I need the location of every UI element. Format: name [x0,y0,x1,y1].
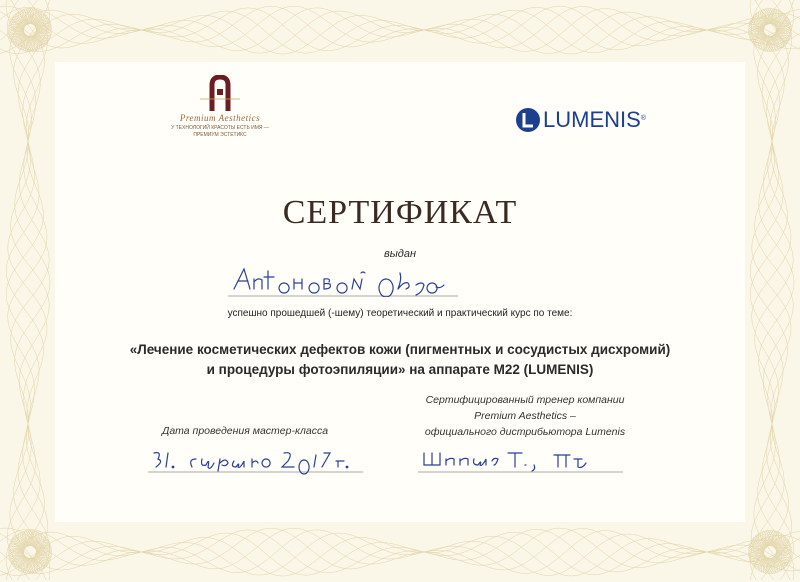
premium-aesthetics-tagline [160,125,280,139]
premium-aesthetics-mark-icon [200,75,240,113]
lumenis-registered-mark: ® [640,115,646,122]
date-label: Дата проведения мастер-класса [161,425,329,437]
course-title-line-1: «Лечение косметических дефектов кожи (пигментных и сосудистых дисхромий) [129,342,671,357]
trainer-line-1: Сертифицированный тренер компании [425,394,625,406]
tagline-line-1: У ТЕХНОЛОГИЙ КРАСОТЫ ЕСТЬ ИМЯ — [171,125,269,131]
lumenis-wordmark: LUMENIS [543,107,641,132]
trainer-line-2: Premium Aesthetics – [474,410,576,422]
recipient-name-handwritten [228,263,458,297]
issued-label: выдан [383,248,417,260]
lumenis-logo [515,105,646,135]
premium-aesthetics-name: Premium Aesthetics [179,113,261,123]
course-title [0,340,800,380]
course-title-line-2: и процедуры фотоэпиляции» на аппарате М22 (LUMENIS) [206,362,594,377]
trainer-credentials [400,392,650,440]
lumenis-mark-icon [515,107,541,133]
trainer-line-3: официального дистрибьютора Lumenis [424,426,626,438]
date-handwritten [148,445,363,475]
premium-aesthetics-logo [160,75,280,155]
tagline-line-2: ПРЕМИУМ ЭСТЕТИКС [193,132,247,138]
certificate-title: СЕРТИФИКАТ [282,194,518,231]
trainer-signature-handwritten [418,443,623,475]
course-intro-text: успешно прошедшей (-шему) теоретический и практический курс по теме: [227,308,573,319]
